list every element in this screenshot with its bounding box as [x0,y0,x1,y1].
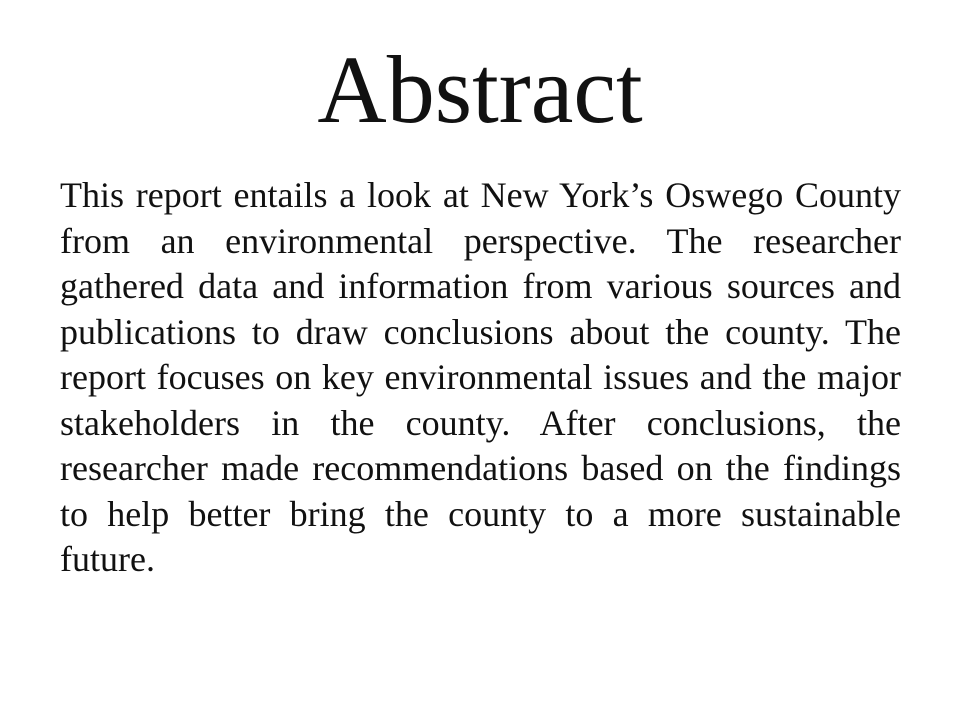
abstract-paragraph: This report entails a look at New York’s Oswego County from an environmental perspective. The researcher gathered data and information from various sources and publications to draw conclusions about the county. The report focuses on key environmental issues and the major stakeholders in the county. After conclusions, the researcher made recommendations based on the findings to help better bring the county to a more sustainable future. [60,175,901,579]
slide-title: Abstract [317,36,643,143]
